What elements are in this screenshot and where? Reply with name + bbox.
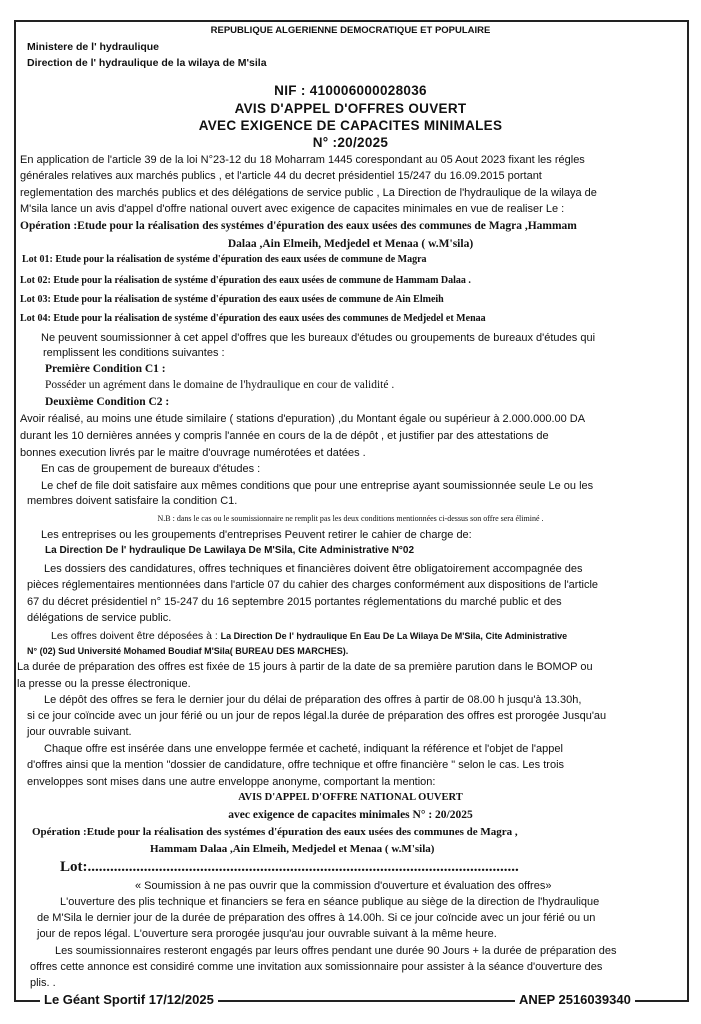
duree-text: La durée de préparation des offres est fixée de 15 jours à partir de la date de sa première parution dans le BOMOP ou [17, 661, 593, 673]
depot-lieu-address: La Direction De l' hydraulique En Eau De La Wilaya De M'Sila, Cite Administrative [220, 631, 568, 641]
depot-text: Le dépôt des offres se fera le dernier jour du délai de préparation des offres à partir de 08.00 h jusqu'à 13.30h, [44, 694, 582, 706]
duree-text: la presse ou la presse électronique. [17, 678, 191, 690]
nb-note: N.B : dans le cas ou le soumissionnaire ne remplit pas les deux conditions mentionnées ci-dessus son offre sera éliminé . [157, 514, 544, 523]
retrait-address: La Direction De l' hydraulique De Lawilaya De M'Sila, Cite Administrative N°02 [45, 545, 415, 556]
engagement-text: Les soumissionnaires resteront engagés par leurs offres pendant une durée 90 Jours + la durée de préparation des [55, 945, 617, 957]
intro-line: En application de l'article 39 de la loi N°23-12 du 18 Moharram 1445 corespondant au 05 Aout 2023 fixant les régles [20, 154, 585, 166]
enveloppe-text: enveloppes sont mises dans une autre enveloppe anonyme, comportant la mention: [27, 776, 436, 788]
intro-line: générales relatives aux marchés publics , et l'article 44 du decret présidentiel 15/247 du 16.09.2015 portant [20, 170, 542, 182]
dossiers-text: Les dossiers des candidatures, offres techniques et financières doivent être obligatoirement accompagnée des [44, 563, 583, 575]
group-text: En cas de groupement de bureaux d'études : [41, 463, 261, 475]
ouverture-text: L'ouverture des plis technique et financiers se fera en séance publique au siège de la direction de l'hydraulique [60, 896, 600, 908]
mention-title: AVIS D'APPEL D'OFFRE NATIONAL OUVERT [238, 792, 463, 803]
condition-c1-text: Posséder un agrément dans le domaine de l'hydraulique en cour de validité . [45, 379, 395, 391]
direction: Direction de l' hydraulique de la wilaya de M'sila [27, 57, 267, 69]
group-text: Le chef de file doit satisfaire aux mêmes conditions que pour une entreprise ayant soumissionnée seule Le ou les [41, 480, 594, 492]
ouverture-text: de M'Sila le dernier jour de la durée de préparation des offres à 14.00h. Si ce jour coïncide avec un jour férié ou un [37, 912, 596, 924]
soumission-note: « Soumission à ne pas ouvrir que la commission d'ouverture et évaluation des offres» [135, 880, 552, 892]
intro-line: M'sila lance un avis d'appel d'offre national ouvert avec exigence de capacites minimales en vue de realiser Le : [20, 203, 565, 215]
operation-line: Dalaa ,Ain Elmeih, Medjedel et Menaa ( w.M'sila) [227, 238, 474, 250]
operation-line: Opération :Etude pour la réalisation des systémes d'épuration des eaux usées des communes de Magra ,Hammam [20, 220, 577, 232]
depot-lieu-label: Les offres doivent être déposées à : [51, 630, 221, 642]
republic-header: REPUBLIQUE ALGERIENNE DEMOCRATIQUE ET POPULAIRE [210, 25, 491, 36]
depot-text: jour ouvrable suivant. [27, 726, 132, 738]
publication-source: Le Géant Sportif 17/12/2025 [40, 992, 218, 1007]
mention-operation: Opération :Etude pour la réalisation des systémes d'épuration des eaux usées des communes de Magra , [32, 826, 518, 838]
retrait-text: Les entreprises ou les groupements d'entreprises Peuvent retirer le cahier de charge de: [41, 529, 472, 541]
condition-c2-title: Deuxième Condition C2 : [45, 396, 170, 408]
lot-03: Lot 03: Etude pour la réalisation de systéme d'épuration des eaux usées de commune de Ain Elmeih [20, 294, 444, 305]
lot-04: Lot 04: Etude pour la réalisation de systéme d'épuration des eaux usées des communes de Medjedel et Menaa [20, 313, 486, 324]
ministry: Ministere de l' hydraulique [27, 41, 160, 53]
enveloppe-text: d'offres ainsi que la mention "dossier de candidature, offre technique et offre financière " selon le cas. Les trois [27, 759, 565, 771]
title-line-1: AVIS D'APPEL D'OFFRES OUVERT [234, 101, 467, 116]
enveloppe-text: Chaque offre est insérée dans une enveloppe fermée et cacheté, indiquant la référence et l'objet de l'appel [44, 743, 563, 755]
dossiers-text: délégations de service public. [27, 612, 172, 624]
depot-lieu-address: N° (02) Sud Université Mohamed Boudiaf M'Sila( BUREAU DES MARCHES). [27, 646, 349, 656]
dossiers-text: pièces réglementaires mentionnées dans l'article 07 du cahier des charges conformément aux dispositions de l'article [27, 579, 599, 591]
engagement-text: offres cette annonce est considiré comme une invitation aux somissionnaire pour assister à la séance d'ouverture des [30, 961, 603, 973]
depot-text: si ce jour coïncide avec un jour férié ou un jour de repos légal.la durée de préparation des offres est prorogée Jusqu'au [27, 710, 607, 722]
depot-lieu [51, 629, 567, 643]
group-text: membres doivent satisfaire la condition C1. [27, 495, 238, 507]
ouverture-text: jour de repos légal. L'ouverture sera prorogée jusqu'au jour ouvrable suivant à la même heure. [37, 928, 497, 940]
mention-number: avec exigence de capacites minimales N° : 20/2025 [228, 809, 473, 821]
condition-c2-text: durant les 10 dernières années y compris l'année en cours de la de dépôt , et justifier par des attestations de [20, 430, 549, 442]
condition-c2-text: bonnes execution livrés par le maitre d'ouvrage numérotées et datées . [20, 447, 366, 459]
title-line-2: AVEC EXIGENCE DE CAPACITES MINIMALES [198, 118, 503, 133]
condition-c2-text: Avoir réalisé, au moins une étude similaire ( stations d'epuration) ,du Montant égale ou supérieur à 2.000.000.00 DA [20, 413, 586, 425]
intro-line: reglementation des marchés publics et des délégations de service public , La Direction de l'hydraulique de la wilaya de [20, 187, 597, 199]
conditions-intro: remplissent les conditions suivantes : [43, 347, 225, 359]
mention-operation: Hammam Dalaa ,Ain Elmeih, Medjedel et Menaa ( w.M'sila) [150, 843, 435, 855]
engagement-text: plis. . [30, 977, 56, 989]
condition-c1-title: Première Condition C1 : [45, 363, 166, 375]
nif: NIF : 410006000028036 [274, 83, 427, 98]
notice-number: N° :20/2025 [312, 135, 389, 150]
conditions-intro: Ne peuvent soumissionner à cet appel d'offres que les bureaux d'études ou groupements de bureaux d'études qui [41, 332, 596, 344]
dossiers-text: 67 du décret présidentiel n° 15-247 du 16 septembre 2015 portantes réglementations du marché public et des [27, 596, 562, 608]
lot-blank-field: Lot:................................................................................................................... [60, 859, 519, 875]
lot-01: Lot 01: Etude pour la réalisation de systéme d'épuration des eaux usées de commune de Magra [22, 254, 427, 265]
lot-02: Lot 02: Etude pour la réalisation de systéme d'épuration des eaux usées de commune de Hammam Dalaa . [20, 275, 471, 286]
anep-number: ANEP 2516039340 [515, 992, 635, 1007]
